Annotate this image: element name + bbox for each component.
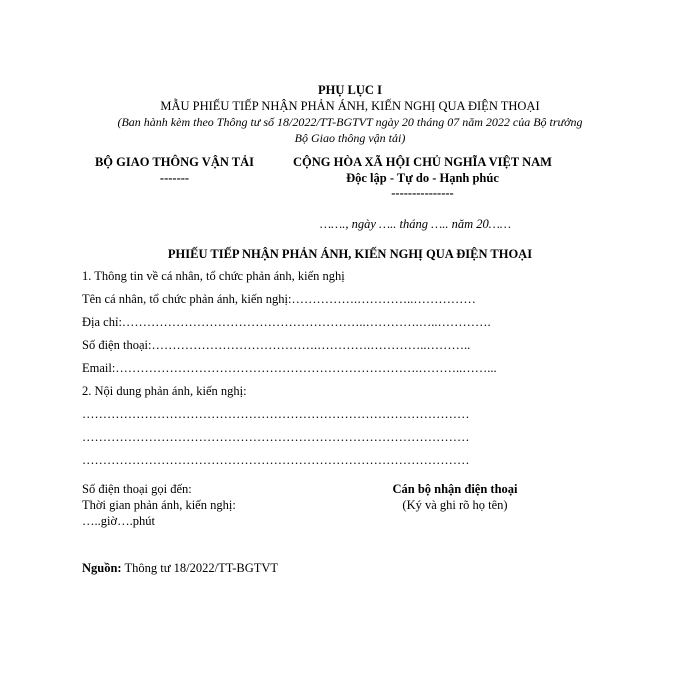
time-value: …..giờ….phút xyxy=(82,514,155,528)
email-field-line: Email:……………………………………………………………….………..……... xyxy=(82,361,497,375)
content-dotted-line-1: ………………………………………………………………………………… xyxy=(82,407,470,421)
appendix-note-line2: Bộ Giao thông vận tải) xyxy=(294,131,406,145)
officer-signature-note: (Ký và ghi rõ họ tên) xyxy=(402,498,508,512)
source-label: Nguồn: xyxy=(82,561,122,575)
name-field-line: Tên cá nhân, tổ chức phản ánh, kiến nghị:…………….…………..…………… xyxy=(82,292,476,306)
appendix-subtitle: MẪU PHIẾU TIẾP NHẬN PHẢN ÁNH, KIẾN NGHỊ QUA ĐIỆN THOẠI xyxy=(160,99,540,113)
phone-field-line: Số điện thoại:………………………………….………….…………..……….. xyxy=(82,338,471,352)
date-line: ……., ngày ….. tháng ….. năm 20…… xyxy=(320,217,511,231)
motto-separator: --------------- xyxy=(391,186,454,200)
source-text: Thông tư 18/2022/TT-BGTVT xyxy=(121,561,279,575)
ministry-separator: ------- xyxy=(159,171,190,185)
section-1-heading: 1. Thông tin về cá nhân, tổ chức phản ánh, kiến nghị xyxy=(82,269,345,283)
called-number-label: Số điện thoại gọi đến: xyxy=(82,482,192,496)
national-motto: Độc lập - Tự do - Hạnh phúc xyxy=(346,171,499,185)
appendix-note-line1: (Ban hành kèm theo Thông tư số 18/2022/TT-BGTVT ngày 20 tháng 07 năm 2022 của Bộ trưởng xyxy=(117,115,583,129)
source-line xyxy=(82,560,278,576)
ministry-name: BỘ GIAO THÔNG VẬN TẢI xyxy=(94,155,255,169)
address-field-line: Địa chỉ:…………………………………………………..………….…..…………. xyxy=(82,315,491,329)
officer-title: Cán bộ nhận điện thoại xyxy=(392,482,518,496)
section-2-heading: 2. Nội dung phản ánh, kiến nghị: xyxy=(82,384,247,398)
content-dotted-line-2: ………………………………………………………………………………… xyxy=(82,430,470,444)
content-dotted-line-3: ………………………………………………………………………………… xyxy=(82,453,470,467)
republic-name: CỘNG HÒA XÃ HỘI CHỦ NGHĨA VIỆT NAM xyxy=(293,155,552,169)
time-label: Thời gian phản ánh, kiến nghị: xyxy=(82,498,236,512)
form-title: PHIẾU TIẾP NHẬN PHẢN ÁNH, KIẾN NGHỊ QUA ĐIỆN THOẠI xyxy=(167,247,533,261)
appendix-title: PHỤ LỤC I xyxy=(318,83,382,97)
